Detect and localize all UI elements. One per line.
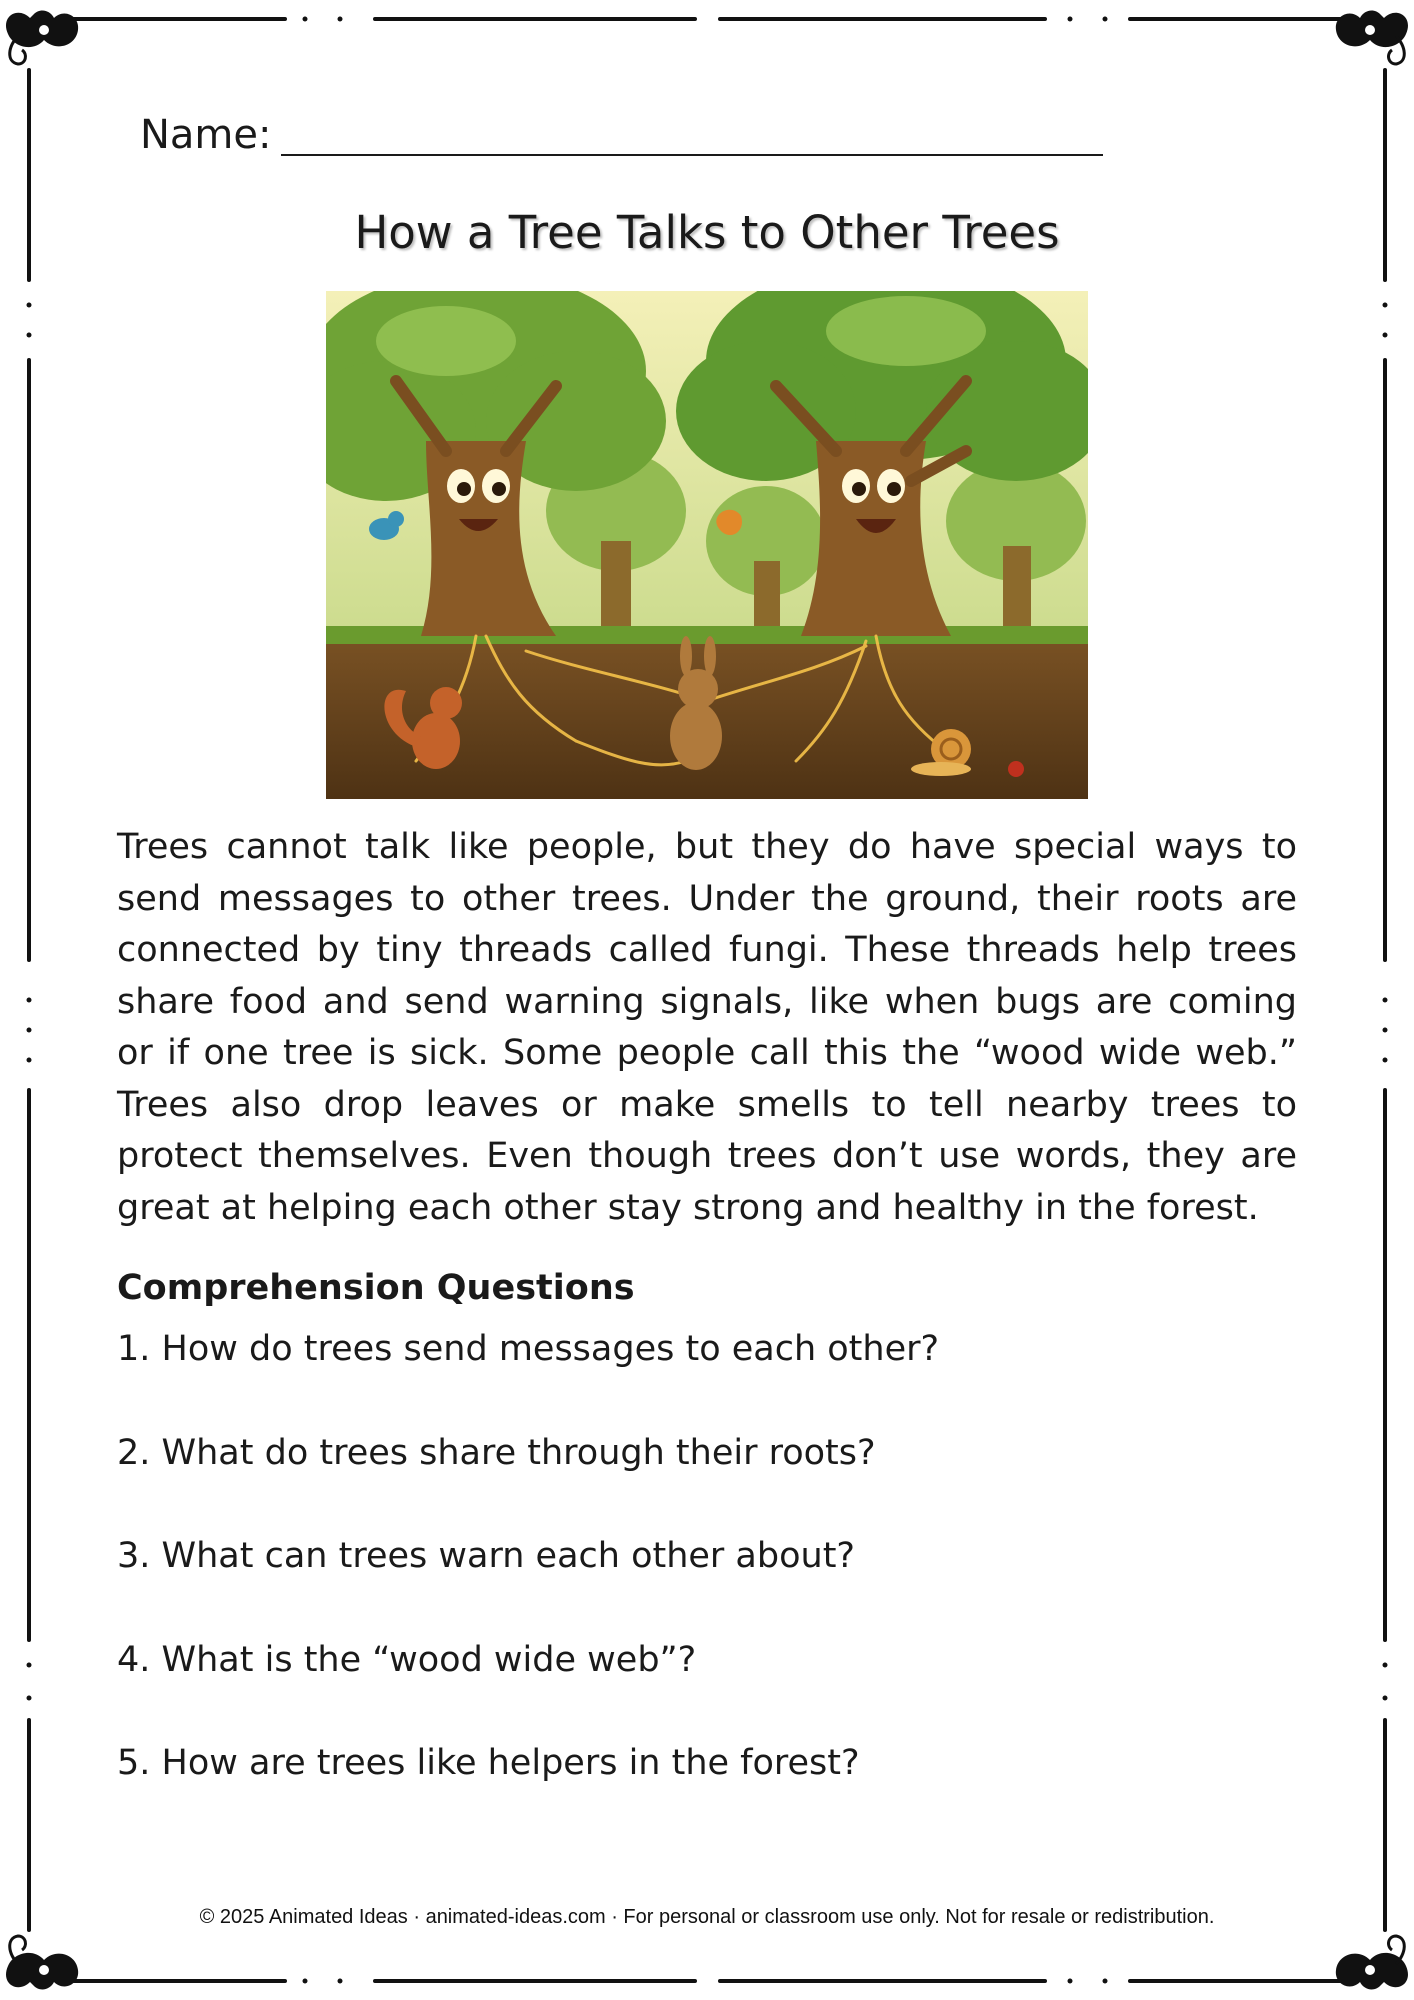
page-title: How a Tree Talks to Other Trees [354, 206, 1060, 259]
questions-heading: Comprehension Questions [117, 1268, 635, 1308]
name-underline[interactable] [281, 114, 1103, 156]
question-4: 4. What is the “wood wide web”? [117, 1640, 697, 1680]
question-2: 2. What do trees share through their roots? [117, 1433, 876, 1473]
question-1: 1. How do trees send messages to each other? [117, 1329, 940, 1369]
question-5: 5. How are trees like helpers in the forest? [117, 1743, 860, 1783]
name-label: Name: [140, 112, 272, 158]
name-field[interactable] [140, 112, 1103, 158]
question-3: 3. What can trees warn each other about? [117, 1536, 855, 1576]
reading-passage: Trees cannot talk like people, but they do have special ways to send messages to other trees. Under the ground, their roots are connected by tiny threads called fungi. These threads help trees share food and send warning signals, like when bugs are coming or if one tree is sick. Some people call this the “wood wide web.” Trees also drop leaves or make smells to tell nearby trees to protect themselves. Even though trees don’t use words, they are great at helping each other stay strong and healthy in the forest. [117, 827, 1297, 1228]
copyright-footer: © 2025 Animated Ideas · animated-ideas.com · For personal or classroom use only. Not for resale or redistribution. [199, 1906, 1215, 1928]
tree-illustration [326, 291, 1088, 799]
